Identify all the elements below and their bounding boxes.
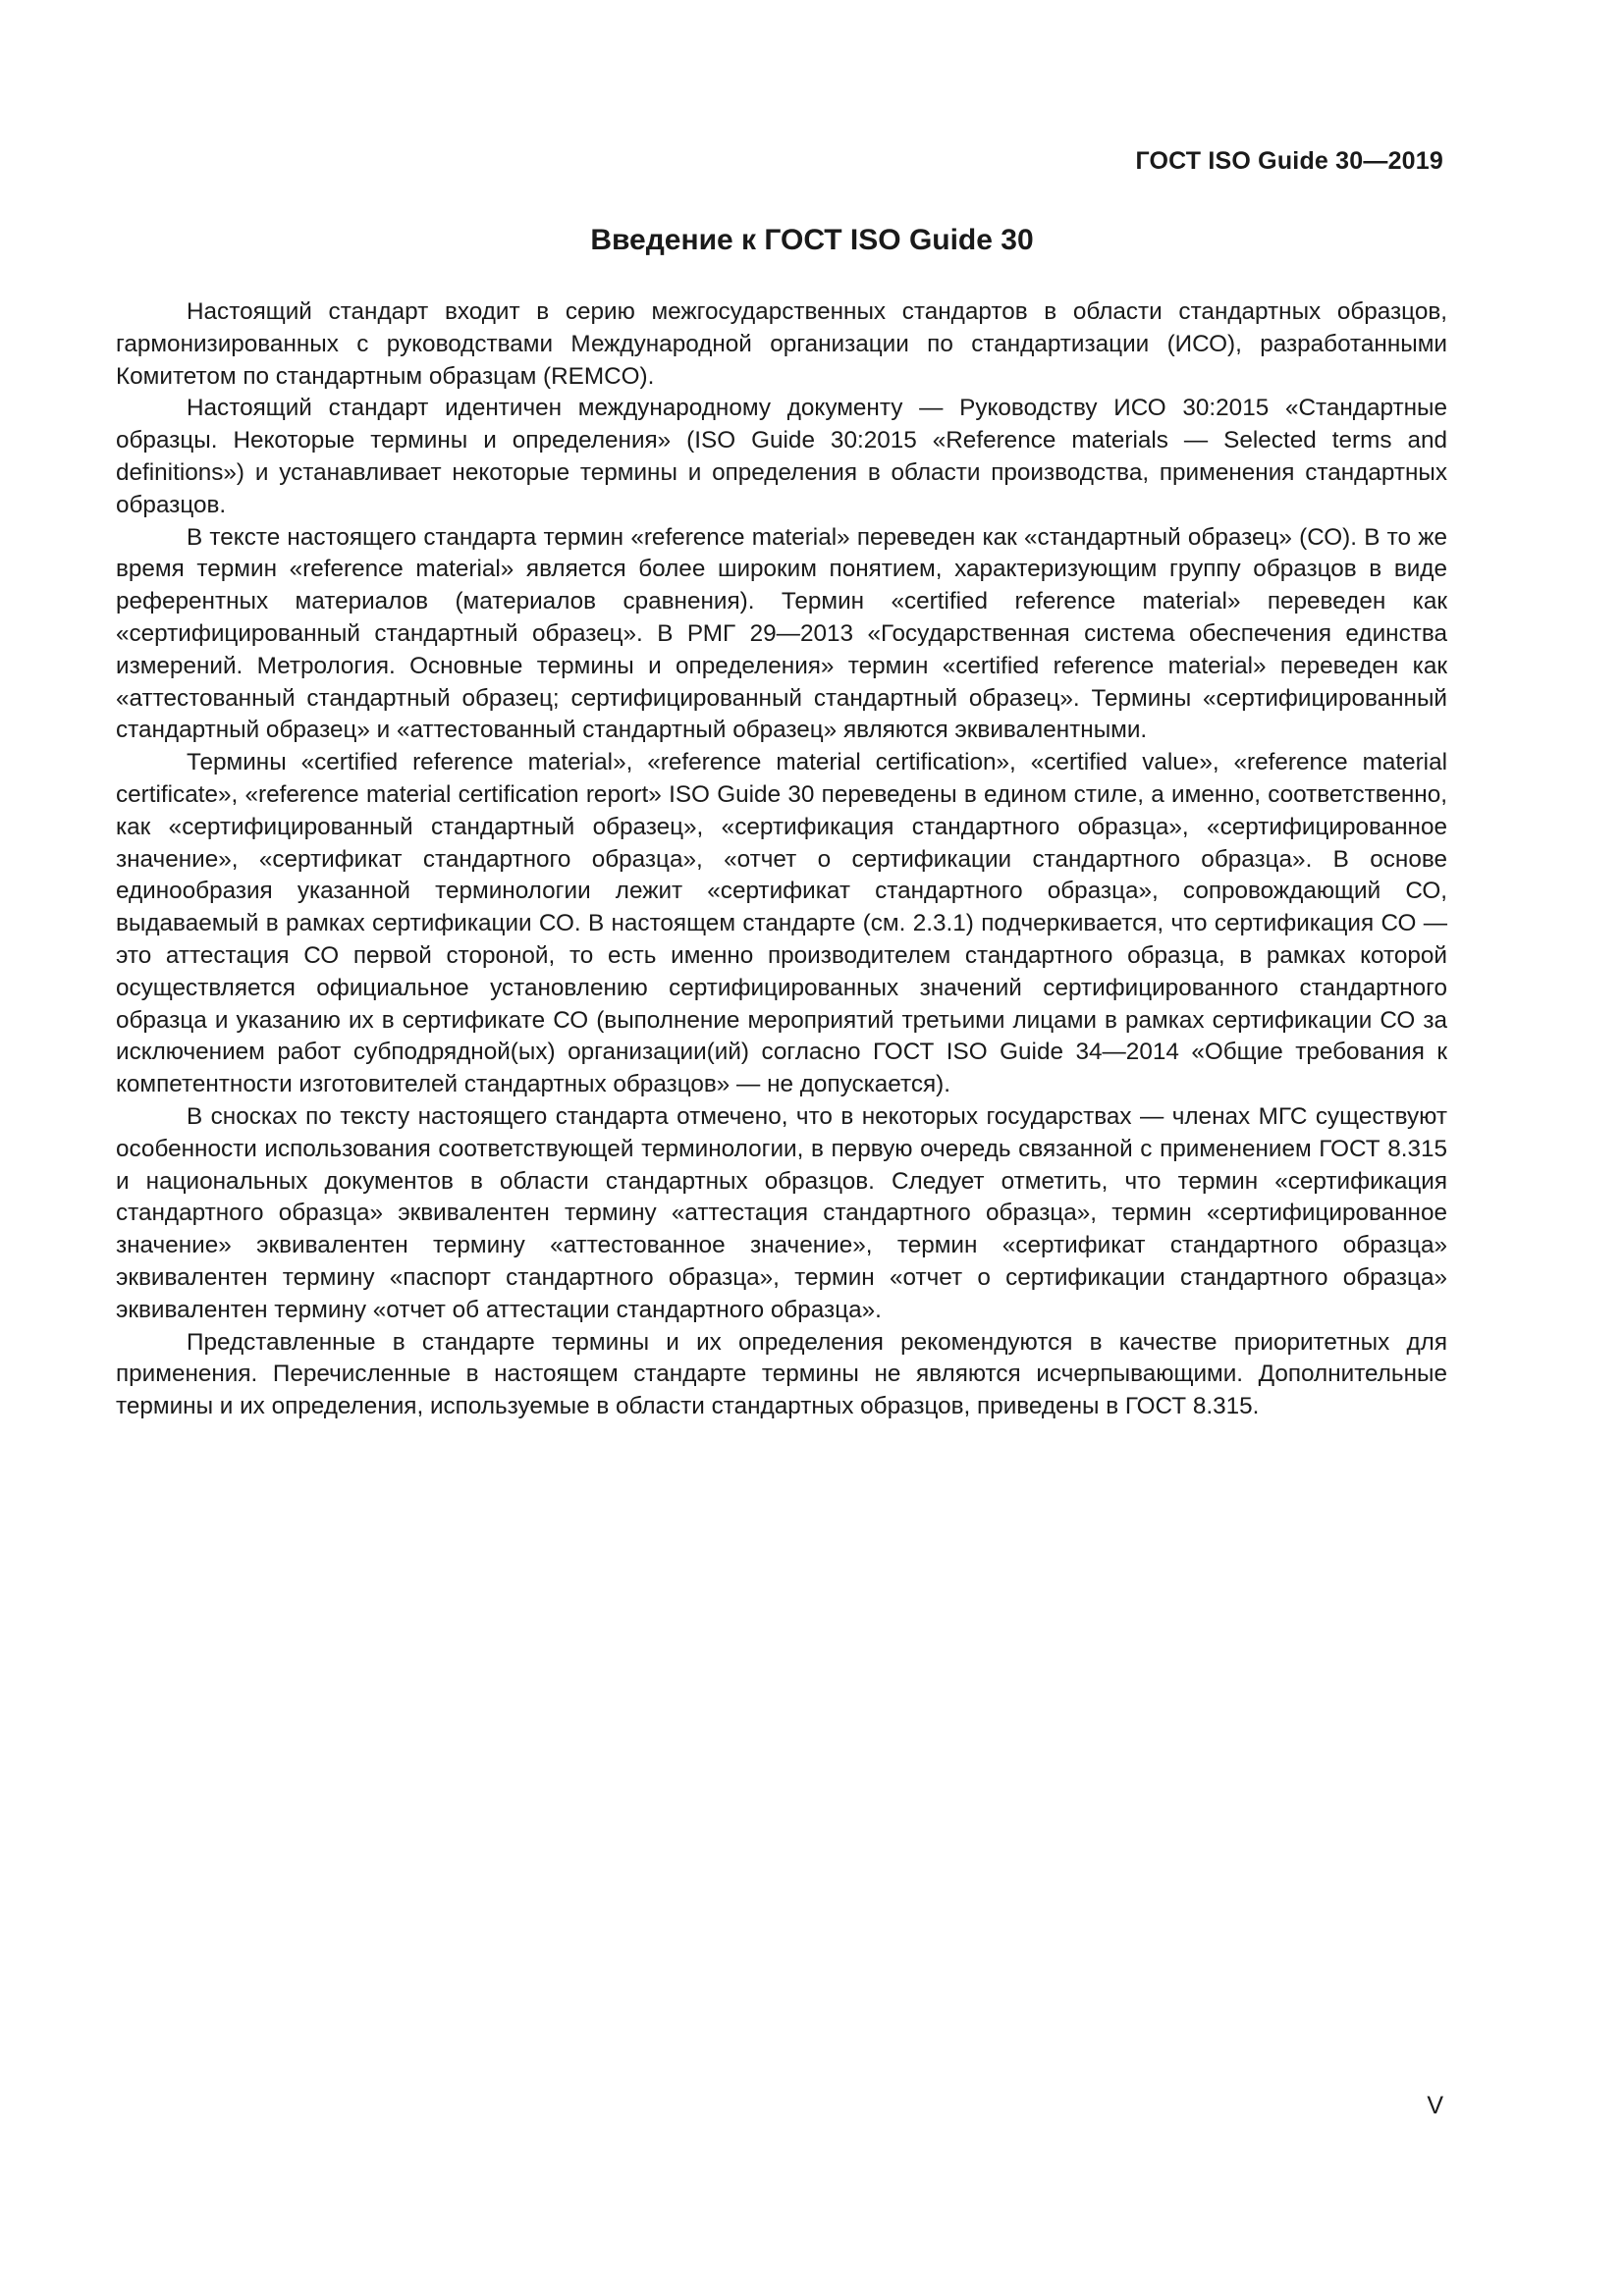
paragraph-6: Представленные в стандарте термины и их определения рекомендуются в качестве приоритетных для применения. Перечисленные в настоящем стандарте термины не являются исчерпывающими. Дополнительные термины и их определения, используемые в области стандартных образцов, приведены в ГОСТ 8.315. [116,1328,1447,1420]
paragraph-3: В тексте настоящего стандарта термин «reference material» переведен как «стандартный образец» (СО). В то же время термин «reference material» является более широким понятием, характеризующим группу образцов в виде референтных материалов (материалов сравнения). Термин «certified reference material» переведен как «сертифицированный стандартный образец». В РМГ 29—2013 «Государственная система обеспечения единства измерений. Метрология. Основные термины и определения» термин «certified reference material» переведен как «аттестованный стандартный образец; сертифицированный стандартный образец». Термины «сертифицированный стандартный образец» и «аттестованный стандартный образец» являются эквивалентными. [116,523,1447,744]
paragraph-4: Термины «certified reference material», «reference material certification», «certified value», «reference material certificate», «reference material certification report» ISO Guide 30 переведены в едином стиле, а именно, соответственно, как «сертифицированный стандартный образец», «сертификация стандартного образца», «сертифицированное значение», «сертификат стандартного образца», «отчет о сертификации стандартного образца». В основе единообразия указанной терминологии лежит «сертификат стандартного образца», сопровождающий СО, выдаваемый в рамках сертификации СО. В настоящем стандарте (см. 2.3.1) подчеркивается, что сертификация СО — это аттестация СО первой стороной, то есть именно производителем стандартного образца, в рамках которой осуществляется официальное установлению сертифицированных значений сертифицированного стандартного образца и указанию их в сертификате СО (выполнение мероприятий третьими лицами в рамках сертификации СО за исключением работ субподрядной(ых) организации(ий) согласно ГОСТ ISO Guide 34—2014 «Общие требования к компетентности изготовителей стандартных образцов» — не допускается). [116,749,1447,1098]
paragraph-1: Настоящий стандарт входит в серию межгосударственных стандартов в области стандартных образцов, гармонизированных с руководствами Международной организации по стандартизации (ИСО), разработанными Комитетом по стандартным образцам (REMCO). [116,298,1447,390]
page-number: V [1427,2092,1443,2119]
paragraph-5: В сносках по тексту настоящего стандарта отмечено, что в некоторых государствах — членах МГС существуют особенности использования соответствующей терминологии, в первую очередь связанной с применением ГОСТ 8.315 и национальных документов в области стандартных образцов. Следует отметить, что термин «сертификация стандартного образца» эквивалентен термину «аттестация стандартного образца», термин «сертифицированное значение» эквивалентен термину «аттестованное значение», термин «сертификат стандартного образца» эквивалентен термину «паспорт стандартного образца», термин «отчет о сертификации стандартного образца» эквивалентен термину «отчет об аттестации стандартного образца». [116,1102,1447,1323]
paragraph-2: Настоящий стандарт идентичен международному документу — Руководству ИСО 30:2015 «Стандартные образцы. Некоторые термины и определения» (ISO Guide 30:2015 «Reference materials — Selected terms and definitions») и устанавливает некоторые термины и определения в области производства, применения стандартных образцов. [116,395,1447,518]
page-title: Введение к ГОСТ ISO Guide 30 [590,224,1034,256]
document-code-header: ГОСТ ISO Guide 30—2019 [1135,147,1443,175]
body-text [116,296,1447,1423]
